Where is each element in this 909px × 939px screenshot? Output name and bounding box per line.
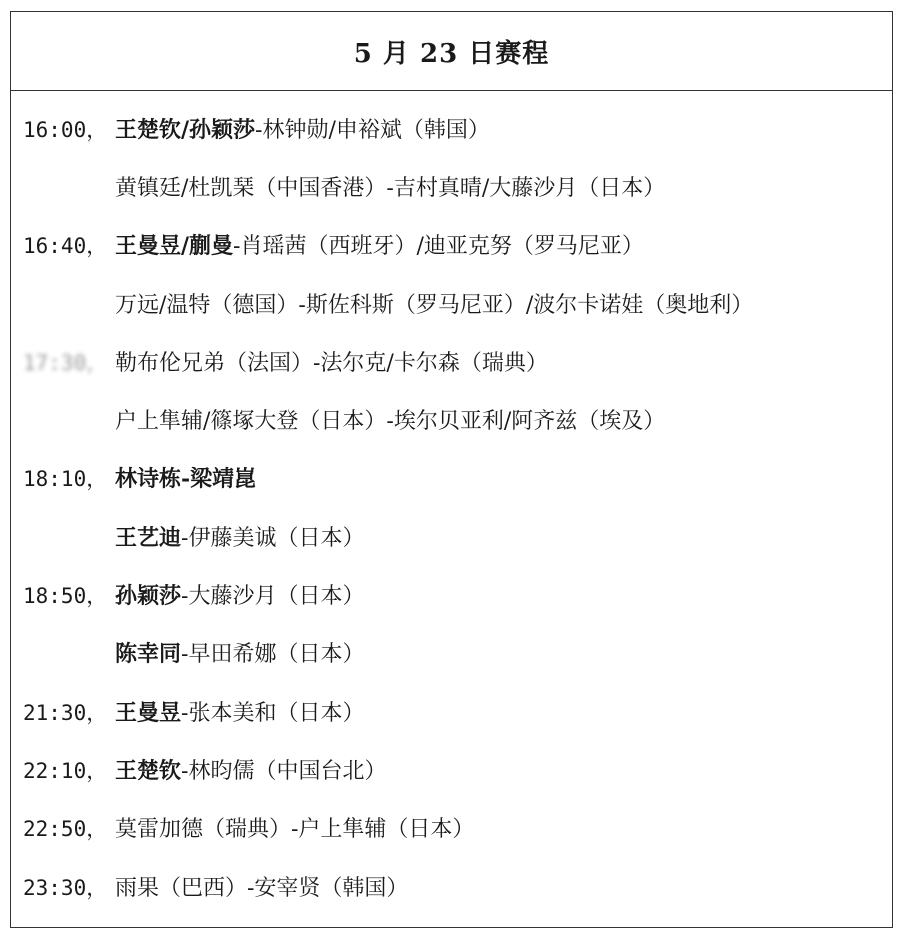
opponents: 雨果（巴西）-安宰贤（韩国）	[115, 875, 409, 901]
schedule-row	[10, 218, 893, 276]
opponents: -肖瑶茜（西班牙）/迪亚克努（罗马尼亚）	[233, 234, 644, 260]
opponents: -大藤沙月（日本）	[181, 584, 365, 610]
match-pairing	[115, 818, 474, 841]
match-pairing	[115, 235, 644, 258]
opponents: 勒布伦兄弟（法国）-法尔克/卡尔森（瑞典）	[115, 350, 548, 376]
schedule-row	[10, 101, 893, 159]
highlighted-players: 孙颖莎	[115, 583, 182, 610]
match-time: 21:30，	[23, 700, 108, 725]
schedule-row	[10, 859, 893, 917]
opponents: 黄镇廷/杜凯琹（中国香港）-吉村真晴/大藤沙月（日本）	[115, 175, 666, 201]
opponents: 户上隼辅/篠塚大登（日本）-埃尔贝亚利/阿齐兹（埃及）	[115, 409, 666, 435]
opponents: -张本美和（日本）	[181, 700, 365, 726]
schedule-row	[10, 567, 893, 625]
highlighted-players: 王楚钦/孙颖莎	[115, 116, 256, 143]
schedule-list	[10, 101, 893, 917]
schedule-row	[10, 334, 893, 392]
match-time: 18:50，	[23, 584, 108, 609]
schedule-row	[10, 392, 893, 450]
match-pairing	[115, 524, 365, 551]
match-pairing	[115, 643, 364, 666]
match-time: 16:00，	[23, 117, 108, 142]
highlighted-players: 王艺迪	[115, 524, 182, 551]
match-time: 17:30，	[23, 350, 108, 375]
match-time: 16:40，	[23, 234, 108, 259]
highlighted-players: 林诗栋-梁靖崑	[115, 466, 257, 493]
schedule-row	[10, 509, 893, 567]
match-pairing	[115, 116, 490, 143]
match-time: 22:10，	[23, 758, 108, 783]
schedule-row	[10, 801, 893, 859]
match-pairing	[115, 410, 665, 433]
match-pairing	[115, 468, 256, 491]
match-pairing	[115, 585, 364, 608]
match-time: 18:10，	[23, 467, 108, 492]
match-time: 23:30，	[23, 875, 108, 900]
opponents: -伊藤美诚（日本）	[181, 525, 365, 551]
schedule-row	[10, 684, 893, 742]
highlighted-players: 王曼昱/蒯曼	[115, 233, 234, 260]
opponents: 万远/温特（德国）-斯佐科斯（罗马尼亚）/波尔卡诺娃（奥地利）	[115, 292, 754, 318]
page-title: 5 月 23 日赛程	[353, 38, 550, 69]
opponents: -早田希娜（日本）	[181, 642, 365, 668]
match-pairing	[115, 699, 365, 726]
schedule-row	[10, 626, 893, 684]
schedule-row	[10, 451, 893, 509]
match-pairing	[115, 294, 753, 317]
highlighted-players: 王曼昱	[115, 699, 182, 726]
match-pairing	[115, 757, 387, 784]
match-pairing	[115, 177, 665, 200]
schedule-row	[10, 159, 893, 217]
match-pairing	[115, 352, 548, 375]
schedule-row	[10, 276, 893, 334]
schedule-row	[10, 742, 893, 800]
opponents: -林昀儒（中国台北）	[181, 758, 387, 784]
highlighted-players: 陈幸同	[115, 641, 182, 668]
title-row	[11, 12, 892, 91]
opponents: 莫雷加德（瑞典）-户上隼辅（日本）	[115, 817, 475, 843]
opponents: -林钟勋/申裕斌（韩国）	[255, 117, 490, 143]
highlighted-players: 王楚钦	[115, 757, 182, 784]
match-pairing	[115, 877, 408, 900]
match-time: 22:50，	[23, 817, 108, 842]
